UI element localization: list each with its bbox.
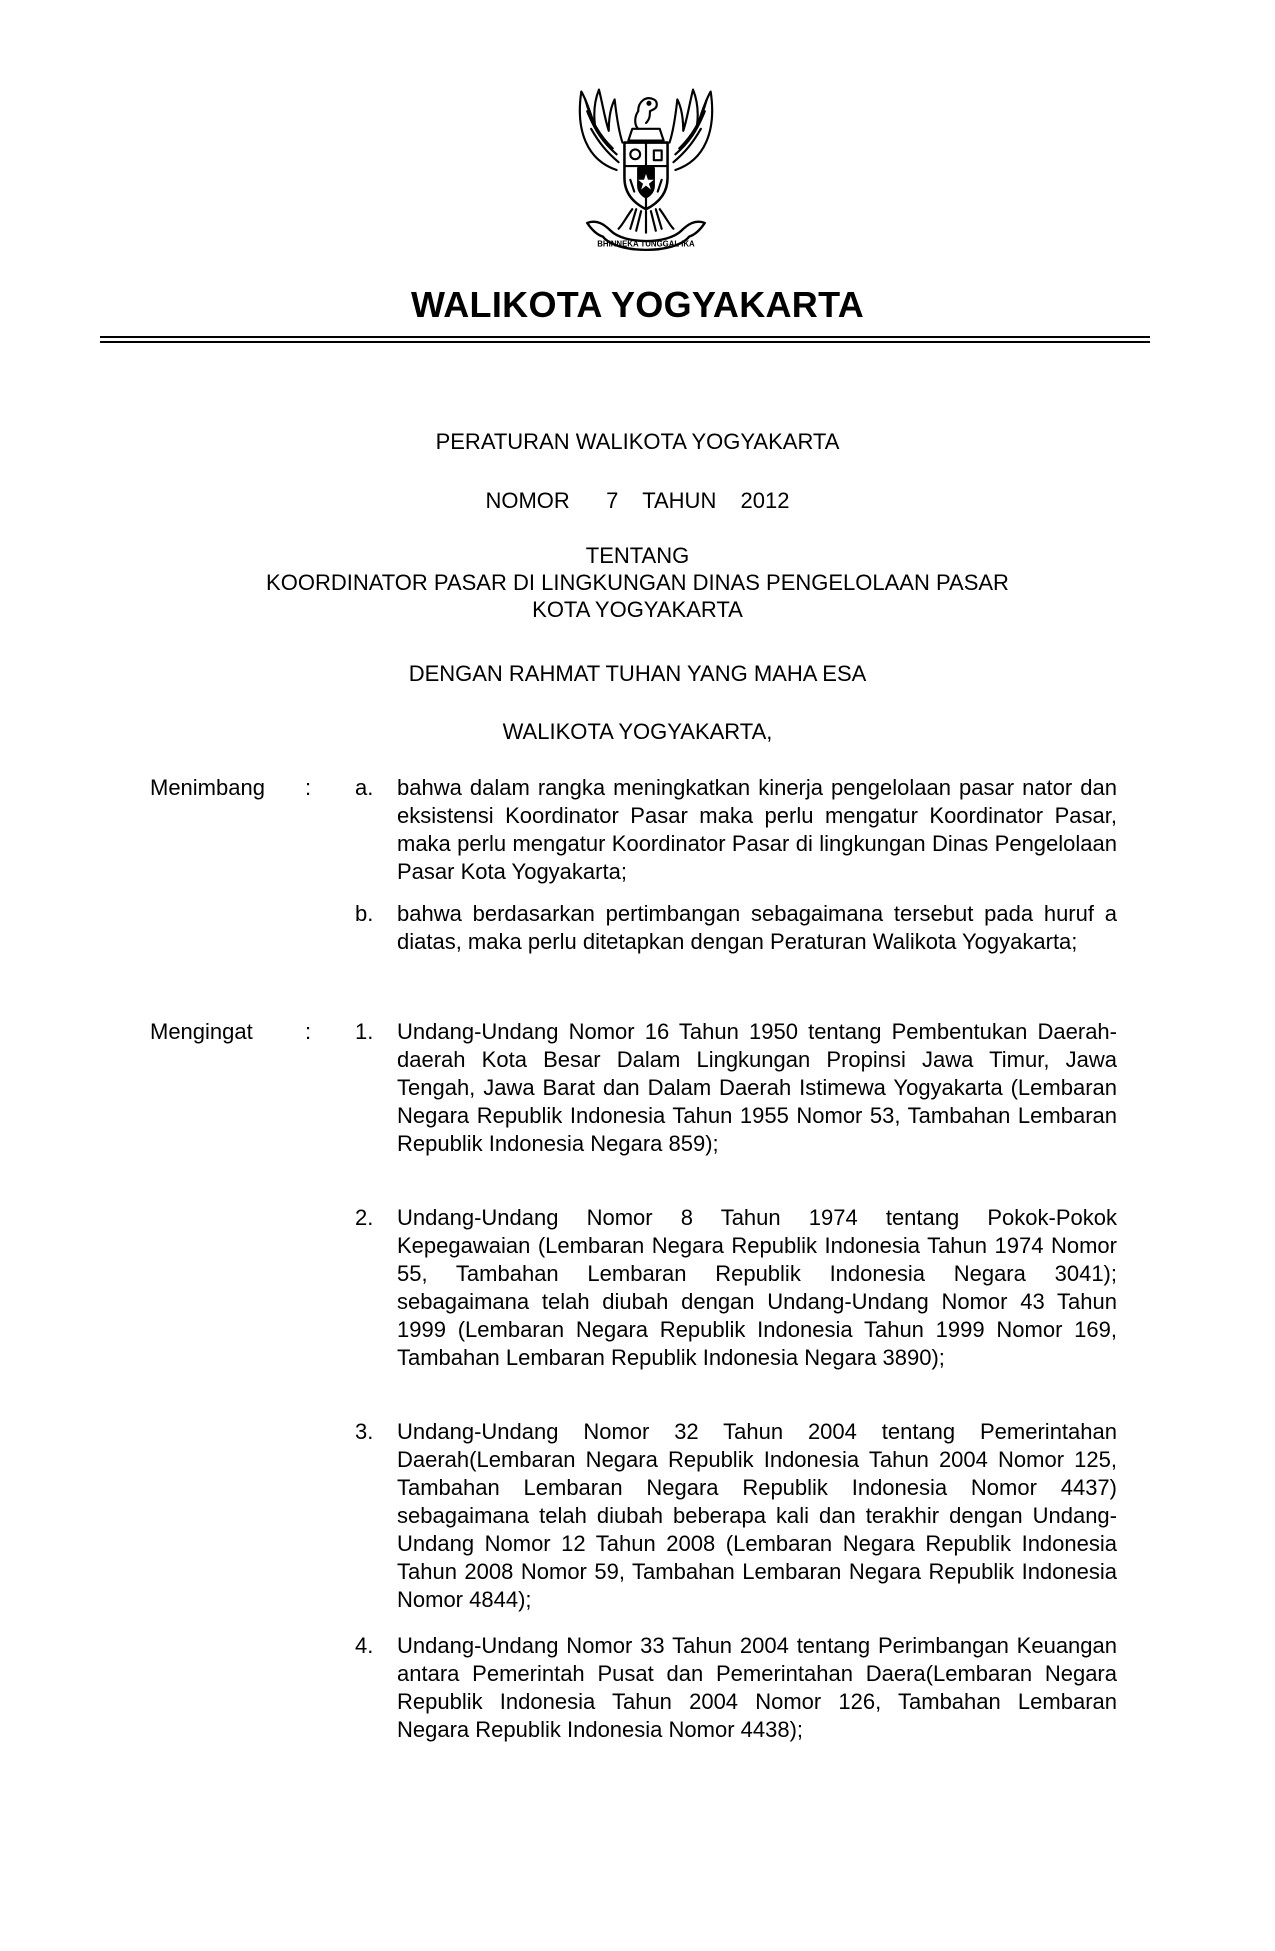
menimbang-label: Menimbang [150,775,265,800]
grace-statement: DENGAN RAHMAT TUHAN YANG MAHA ESA [408,661,867,686]
item-text: Undang-Undang Nomor 16 Tahun 1950 tentang Pembentukan Daerah-daerah Kota Besar Dalam Lingkungan Propinsi Jawa Timur, Jawa Tengah, Jawa Barat dan Dalam Daerah Istimewa Yogyakarta (Lembaran Negara Republik Indonesia Tahun 1955 Nomor 53, Tambahan Lembaran Republik Indonesia Negara 859); [397,1019,1117,1156]
about-label: TENTANG [585,543,690,568]
header-double-rule [100,336,1150,344]
item-text: Undang-Undang Nomor 33 Tahun 2004 tentang Perimbangan Keuangan antara Pemerintah Pusat dan Pemerintahan Daera(Lembaran Negara Republik Indonesia Tahun 2004 Nomor 126, Tambahan Lembaran Negara Republik Indonesia Nomor 4438); [397,1633,1117,1742]
item-text: bahwa berdasarkan pertimbangan sebagaimana tersebut pada huruf a diatas, maka perlu ditetapkan dengan Peraturan Walikota Yogyakarta; [397,901,1117,954]
item-marker: a. [355,775,374,800]
garuda-emblem-icon [548,72,744,268]
item-marker: 1. [355,1019,374,1044]
menimbang-colon: : [305,775,312,800]
item-marker: b. [355,901,374,926]
item-text: bahwa dalam rangka meningkatkan kinerja pengelolaan pasar nator dan eksistensi Koordinator Pasar maka perlu mengatur Koordinator Pasar, maka perlu mengatur Koordinator Pasar di lingkungan Dinas Pengelolaan Pasar Kota Yogyakarta; [397,775,1117,884]
item-text: Undang-Undang Nomor 32 Tahun 2004 tentang Pemerintahan Daerah(Lembaran Negara Republik Indonesia Tahun 2004 Nomor 125, Tambahan Lembaran Negara Republik Indonesia Nomor 4437) sebagaimana telah diubah beberapa kali dan terakhir dengan Undang-Undang Nomor 12 Tahun 2008 (Lembaran Negara Republik Indonesia Tahun 2008 Nomor 59, Tambahan Lembaran Negara Republik Indonesia Nomor 4844); [397,1419,1117,1612]
about-line-2: KOTA YOGYAKARTA [532,597,743,622]
item-marker: 3. [355,1419,374,1444]
regulation-type: PERATURAN WALIKOTA YOGYAKARTA [435,429,840,454]
item-marker: 4. [355,1633,374,1658]
mengingat-colon: : [305,1019,312,1044]
regulation-about [0,542,1275,623]
item-marker: 2. [355,1205,374,1230]
item-text: Undang-Undang Nomor 8 Tahun 1974 tentang Pokok-Pokok Kepegawaian (Lembaran Negara Republik Indonesia Tahun 1974 Nomor 55, Tambahan Lembaran Republik Indonesia Negara 3041); sebagaimana telah diubah dengan Undang-Undang Nomor 43 Tahun 1999 (Lembaran Negara Republik Indonesia Tahun 1999 Nomor 169, Tambahan Lembaran Republik Indonesia Negara 3890); [397,1205,1117,1370]
about-line-1: KOORDINATOR PASAR DI LINGKUNGAN DINAS PENGELOLAAN PASAR [266,570,1009,595]
mengingat-label: Mengingat [150,1019,253,1044]
authority-statement: WALIKOTA YOGYAKARTA, [502,719,773,744]
svg-text:BHINNEKA TUNGGAL IKA: BHINNEKA TUNGGAL IKA [597,239,695,249]
regulation-number: NOMOR 7 TAHUN 2012 [485,488,790,513]
header-title: WALIKOTA YOGYAKARTA [410,284,865,325]
